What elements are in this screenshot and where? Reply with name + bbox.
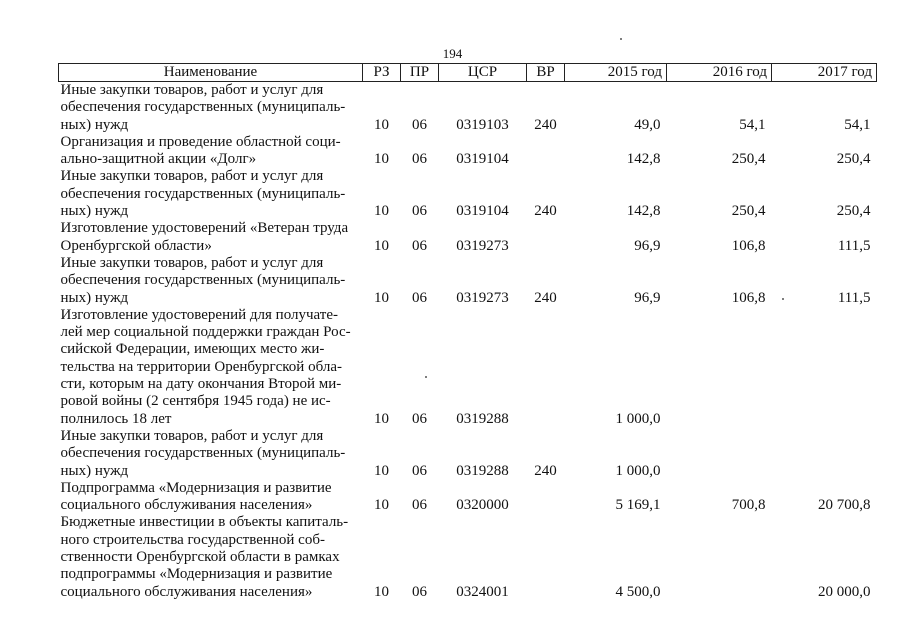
row-name-line: Оренбургской области» bbox=[60, 237, 212, 254]
row-name bbox=[59, 307, 363, 428]
cell-vr bbox=[527, 220, 565, 255]
cell-rz: 10 bbox=[374, 289, 389, 306]
cell-pr: 06 bbox=[412, 203, 427, 220]
cell-pr: 06 bbox=[412, 237, 427, 254]
cell-y2015: 142,8 bbox=[626, 151, 661, 168]
table-body bbox=[59, 82, 877, 601]
header-pr: ПР bbox=[401, 64, 439, 82]
row-name-line: сти, которым на дату окончания Второй ми- bbox=[60, 376, 342, 393]
row-name-line: Изготовление удостоверений для получате- bbox=[60, 306, 339, 323]
cell-y2017 bbox=[772, 307, 877, 428]
cell-csr: 0319273 bbox=[456, 289, 509, 306]
row-name bbox=[59, 255, 363, 307]
row-name-line: лей мер социальной поддержки граждан Рос- bbox=[60, 324, 351, 341]
cell-pr: 06 bbox=[412, 583, 427, 600]
cell-y2017: 20 700,8 bbox=[818, 497, 871, 514]
cell-y2015: 96,9 bbox=[634, 237, 661, 254]
row-name bbox=[59, 480, 363, 515]
scan-speck bbox=[782, 298, 784, 300]
cell-rz: 10 bbox=[374, 151, 389, 168]
cell-y2017: 250,4 bbox=[836, 203, 871, 220]
row-name-line: Иные закупки товаров, работ и услуг для bbox=[60, 82, 324, 98]
cell-rz: 10 bbox=[374, 203, 389, 220]
cell-y2016 bbox=[667, 514, 772, 600]
row-name-line: ных) нужд bbox=[60, 203, 129, 220]
cell-y2016: 106,8 bbox=[731, 237, 766, 254]
cell-vr: 240 bbox=[534, 203, 557, 220]
cell-rz: 10 bbox=[374, 237, 389, 254]
cell-pr: 06 bbox=[412, 116, 427, 133]
cell-y2017: 111,5 bbox=[837, 237, 871, 254]
table-row bbox=[59, 480, 877, 515]
cell-y2017: 250,4 bbox=[836, 151, 871, 168]
cell-y2015: 96,9 bbox=[634, 289, 661, 306]
cell-pr: 06 bbox=[412, 410, 427, 427]
row-name-line: Иные закупки товаров, работ и услуг для bbox=[60, 254, 324, 271]
cell-pr: 06 bbox=[412, 151, 427, 168]
cell-y2016: 106,8 bbox=[731, 289, 766, 306]
cell-csr: 0320000 bbox=[456, 497, 509, 514]
row-name-line: Иные закупки товаров, работ и услуг для bbox=[60, 427, 324, 444]
table-row bbox=[59, 307, 877, 428]
row-name-line: ально-защитной акции «Долг» bbox=[60, 151, 257, 168]
cell-y2015: 49,0 bbox=[634, 116, 661, 133]
page-number: 194 bbox=[442, 46, 463, 61]
row-name-line: Бюджетные инвестиции в объекты капиталь- bbox=[60, 514, 349, 531]
cell-y2017: 20 000,0 bbox=[818, 583, 871, 600]
row-name-line: Подпрограмма «Модернизация и развитие bbox=[60, 479, 332, 496]
table-row bbox=[59, 514, 877, 600]
cell-vr bbox=[527, 134, 565, 169]
table-row bbox=[59, 134, 877, 169]
row-name bbox=[59, 168, 363, 220]
header-2016: 2016 год bbox=[667, 64, 772, 82]
cell-y2016 bbox=[667, 307, 772, 428]
row-name-line: ных) нужд bbox=[60, 289, 129, 306]
cell-y2017: 54,1 bbox=[844, 116, 871, 133]
scan-speck bbox=[620, 38, 622, 40]
header-2017: 2017 год bbox=[772, 64, 877, 82]
cell-y2015: 1 000,0 bbox=[615, 410, 661, 427]
row-name bbox=[59, 134, 363, 169]
cell-csr: 0319104 bbox=[456, 151, 509, 168]
cell-pr: 06 bbox=[412, 497, 427, 514]
cell-y2016 bbox=[667, 428, 772, 480]
cell-vr bbox=[527, 480, 565, 515]
cell-vr: 240 bbox=[534, 462, 557, 479]
cell-pr: 06 bbox=[412, 289, 427, 306]
table-row bbox=[59, 255, 877, 307]
row-name-line: ных) нужд bbox=[60, 462, 129, 479]
row-name bbox=[59, 428, 363, 480]
budget-table bbox=[58, 63, 877, 601]
cell-csr: 0324001 bbox=[456, 583, 509, 600]
cell-csr: 0319103 bbox=[456, 116, 509, 133]
cell-y2015: 5 169,1 bbox=[615, 497, 661, 514]
cell-y2015: 4 500,0 bbox=[615, 583, 661, 600]
cell-y2016: 250,4 bbox=[731, 151, 766, 168]
cell-y2015: 142,8 bbox=[626, 203, 661, 220]
scan-speck bbox=[425, 376, 427, 378]
row-name-line: Иные закупки товаров, работ и услуг для bbox=[60, 168, 324, 185]
table-row bbox=[59, 220, 877, 255]
row-name-line: ровой войны (2 сентября 1945 года) не ис- bbox=[60, 393, 331, 410]
cell-rz: 10 bbox=[374, 583, 389, 600]
row-name-line: социального обслуживания населения» bbox=[60, 497, 313, 514]
header-2015: 2015 год bbox=[565, 64, 667, 82]
row-name-line: обеспечения государственных (муниципаль- bbox=[60, 185, 346, 202]
cell-vr bbox=[527, 514, 565, 600]
cell-rz: 10 bbox=[374, 116, 389, 133]
cell-y2017 bbox=[772, 428, 877, 480]
header-vr: ВР bbox=[527, 64, 565, 82]
table-row bbox=[59, 168, 877, 220]
cell-csr: 0319273 bbox=[456, 237, 509, 254]
cell-y2016: 700,8 bbox=[731, 497, 766, 514]
row-name-line: полнилось 18 лет bbox=[60, 410, 172, 427]
cell-y2016: 54,1 bbox=[739, 116, 766, 133]
cell-rz: 10 bbox=[374, 462, 389, 479]
row-name-line: обеспечения государственных (муниципаль- bbox=[60, 99, 346, 116]
header-rz: РЗ bbox=[363, 64, 401, 82]
cell-y2016: 250,4 bbox=[731, 203, 766, 220]
row-name-line: социального обслуживания населения» bbox=[60, 583, 313, 600]
row-name bbox=[59, 82, 363, 134]
row-name-line: Организация и проведение областной соци- bbox=[60, 133, 341, 150]
row-name-line: подпрограммы «Модернизация и развитие bbox=[60, 566, 333, 583]
row-name-line: сийской Федерации, имеющих место жи- bbox=[60, 341, 325, 358]
cell-y2015: 1 000,0 bbox=[615, 462, 661, 479]
table-row bbox=[59, 82, 877, 134]
cell-csr: 0319288 bbox=[456, 410, 509, 427]
row-name bbox=[59, 514, 363, 600]
cell-vr: 240 bbox=[534, 116, 557, 133]
row-name-line: ных) нужд bbox=[60, 116, 129, 133]
header-csr: ЦСР bbox=[439, 64, 527, 82]
row-name-line: ственности Оренбургской области в рамках bbox=[60, 549, 340, 566]
cell-csr: 0319104 bbox=[456, 203, 509, 220]
cell-rz: 10 bbox=[374, 410, 389, 427]
cell-vr bbox=[527, 307, 565, 428]
header-name: Наименование bbox=[59, 64, 363, 82]
row-name-line: обеспечения государственных (муниципаль- bbox=[60, 272, 346, 289]
table-header-row bbox=[59, 64, 877, 82]
table-row bbox=[59, 428, 877, 480]
cell-y2017: 111,5 bbox=[837, 289, 871, 306]
row-name-line: тельства на территории Оренбургской обла- bbox=[60, 358, 342, 375]
row-name-line: обеспечения государственных (муниципаль- bbox=[60, 445, 346, 462]
cell-vr: 240 bbox=[534, 289, 557, 306]
row-name-line: Изготовление удостоверений «Ветеран труда bbox=[60, 220, 349, 237]
row-name-line: ного строительства государственной соб- bbox=[60, 531, 325, 548]
cell-csr: 0319288 bbox=[456, 462, 509, 479]
cell-rz: 10 bbox=[374, 497, 389, 514]
cell-pr: 06 bbox=[412, 462, 427, 479]
row-name bbox=[59, 220, 363, 255]
